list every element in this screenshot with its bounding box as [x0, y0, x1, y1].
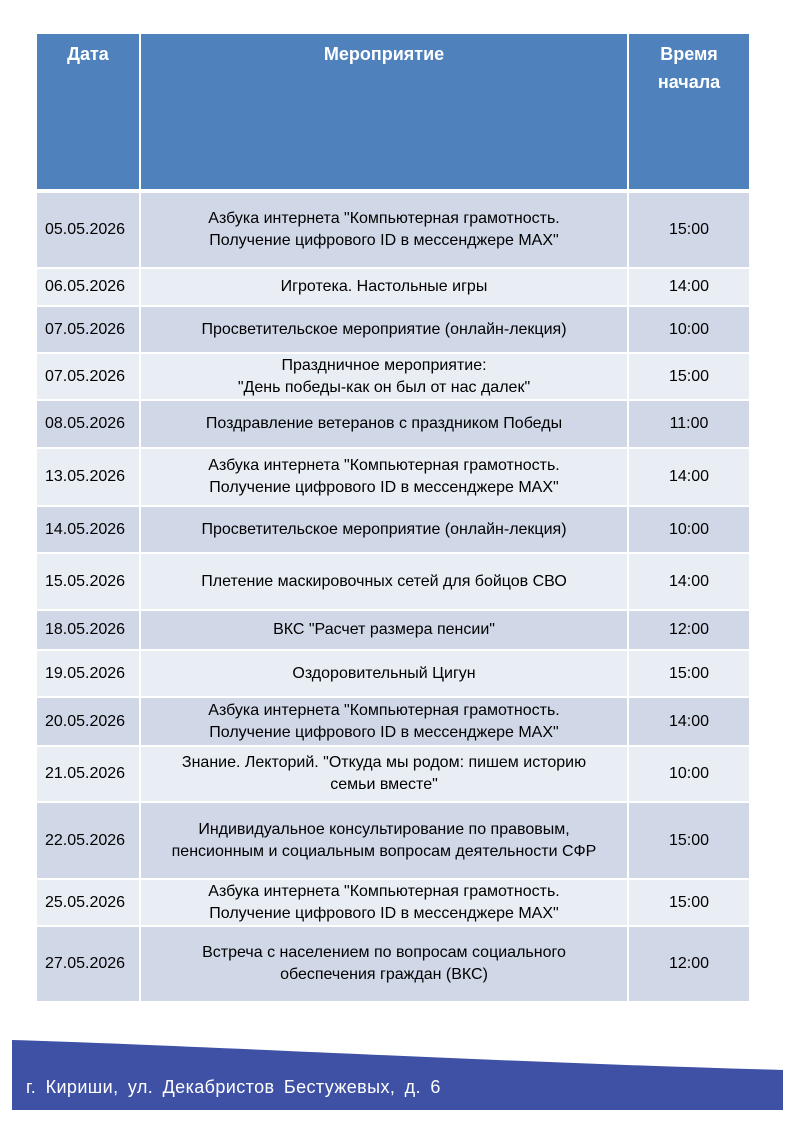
event-line: семьи вместе" [330, 776, 438, 793]
footer-wave-shape [12, 1040, 783, 1110]
cell-date: 14.05.2026 [37, 506, 140, 553]
table-row [37, 610, 749, 650]
cell-time: 14:00 [628, 448, 749, 506]
table-row [37, 400, 749, 448]
cell-event [140, 191, 628, 268]
cell-event [140, 650, 628, 697]
schedule-table [37, 34, 749, 1003]
event-line: обеспечения граждан (ВКС) [280, 966, 488, 983]
cell-time: 14:00 [628, 553, 749, 610]
cell-date: 20.05.2026 [37, 697, 140, 746]
table-row [37, 746, 749, 802]
cell-date: 07.05.2026 [37, 306, 140, 353]
cell-time: 15:00 [628, 802, 749, 879]
table-row [37, 697, 749, 746]
footer-address: г. Кириши, ул. Декабристов Бестужевых, д. 6 [26, 1077, 441, 1097]
cell-time: 15:00 [628, 879, 749, 926]
event-line: Получение цифрового ID в мессенджере MAX" [209, 904, 559, 922]
cell-event [140, 268, 628, 306]
cell-date: 08.05.2026 [37, 400, 140, 448]
cell-event [140, 506, 628, 553]
table-row [37, 879, 749, 926]
header-time [628, 34, 749, 191]
table-row [37, 926, 749, 1002]
cell-date: 21.05.2026 [37, 746, 140, 802]
event-line: пенсионным и социальным вопросам деятельности СФР [171, 842, 597, 860]
table-row [37, 553, 749, 610]
table-header-row [37, 34, 749, 191]
event-line: Встреча с населением по вопросам социального [202, 944, 566, 961]
event-line: Просветительское мероприятие (онлайн-лекция) [201, 520, 567, 538]
cell-time: 12:00 [628, 610, 749, 650]
footer-banner [12, 1040, 783, 1110]
cell-event [140, 746, 628, 802]
table-row [37, 448, 749, 506]
header-date: Дата [37, 34, 140, 191]
cell-event [140, 926, 628, 1002]
cell-event [140, 306, 628, 353]
cell-date: 13.05.2026 [37, 448, 140, 506]
table-row [37, 268, 749, 306]
table-body [37, 191, 749, 1002]
event-line: Получение цифрового ID в мессенджере MAX" [209, 479, 559, 496]
event-line: Знание. Лекторий. "Откуда мы родом: пишем историю [181, 754, 587, 771]
cell-event [140, 879, 628, 926]
event-line: Поздравление ветеранов с праздником Победы [205, 415, 563, 432]
event-line: "День победы-как он был от нас далек" [237, 378, 531, 396]
event-line: Плетение маскировочных сетей для бойцов СВО [201, 572, 567, 590]
table-row [37, 306, 749, 353]
cell-event [140, 553, 628, 610]
event-line: Игротека. Настольные игры [280, 278, 488, 295]
cell-date: 25.05.2026 [37, 879, 140, 926]
cell-time: 14:00 [628, 268, 749, 306]
cell-event [140, 802, 628, 879]
table-row [37, 802, 749, 879]
cell-time: 10:00 [628, 506, 749, 553]
table-row [37, 650, 749, 697]
cell-time: 10:00 [628, 746, 749, 802]
cell-date: 07.05.2026 [37, 353, 140, 400]
cell-time: 15:00 [628, 353, 749, 400]
cell-time: 11:00 [628, 400, 749, 448]
table-row [37, 506, 749, 553]
cell-date: 22.05.2026 [37, 802, 140, 879]
cell-event [140, 400, 628, 448]
table-row [37, 353, 749, 400]
event-line: Азбука интернета "Компьютерная грамотность. [208, 701, 560, 719]
cell-event [140, 697, 628, 746]
event-line: Оздоровительный Цигун [292, 664, 476, 682]
header-time-line1: Время [660, 44, 718, 64]
header-event: Мероприятие [140, 34, 628, 191]
cell-time: 12:00 [628, 926, 749, 1002]
cell-time: 10:00 [628, 306, 749, 353]
event-line: Праздничное мероприятие: [281, 356, 487, 374]
cell-event [140, 353, 628, 400]
cell-date: 06.05.2026 [37, 268, 140, 306]
cell-date: 18.05.2026 [37, 610, 140, 650]
cell-event [140, 448, 628, 506]
event-line: Получение цифрового ID в мессенджере MAX" [209, 232, 559, 249]
cell-date: 27.05.2026 [37, 926, 140, 1002]
event-line: Азбука интернета "Компьютерная грамотность. [208, 210, 560, 227]
event-line: ВКС "Расчет размера пенсии" [273, 621, 495, 638]
table-row [37, 191, 749, 268]
cell-time: 15:00 [628, 191, 749, 268]
event-line: Азбука интернета "Компьютерная грамотность. [208, 882, 560, 900]
event-line: Индивидуальное консультирование по правовым, [198, 820, 570, 838]
cell-date: 05.05.2026 [37, 191, 140, 268]
cell-event [140, 610, 628, 650]
cell-date: 19.05.2026 [37, 650, 140, 697]
event-line: Просветительское мероприятие (онлайн-лекция) [201, 320, 567, 338]
cell-time: 15:00 [628, 650, 749, 697]
cell-time: 14:00 [628, 697, 749, 746]
event-line: Азбука интернета "Компьютерная грамотность. [208, 457, 560, 474]
header-time-line2: начала [657, 72, 721, 92]
event-line: Получение цифрового ID в мессенджере MAX" [209, 723, 559, 741]
cell-date: 15.05.2026 [37, 553, 140, 610]
